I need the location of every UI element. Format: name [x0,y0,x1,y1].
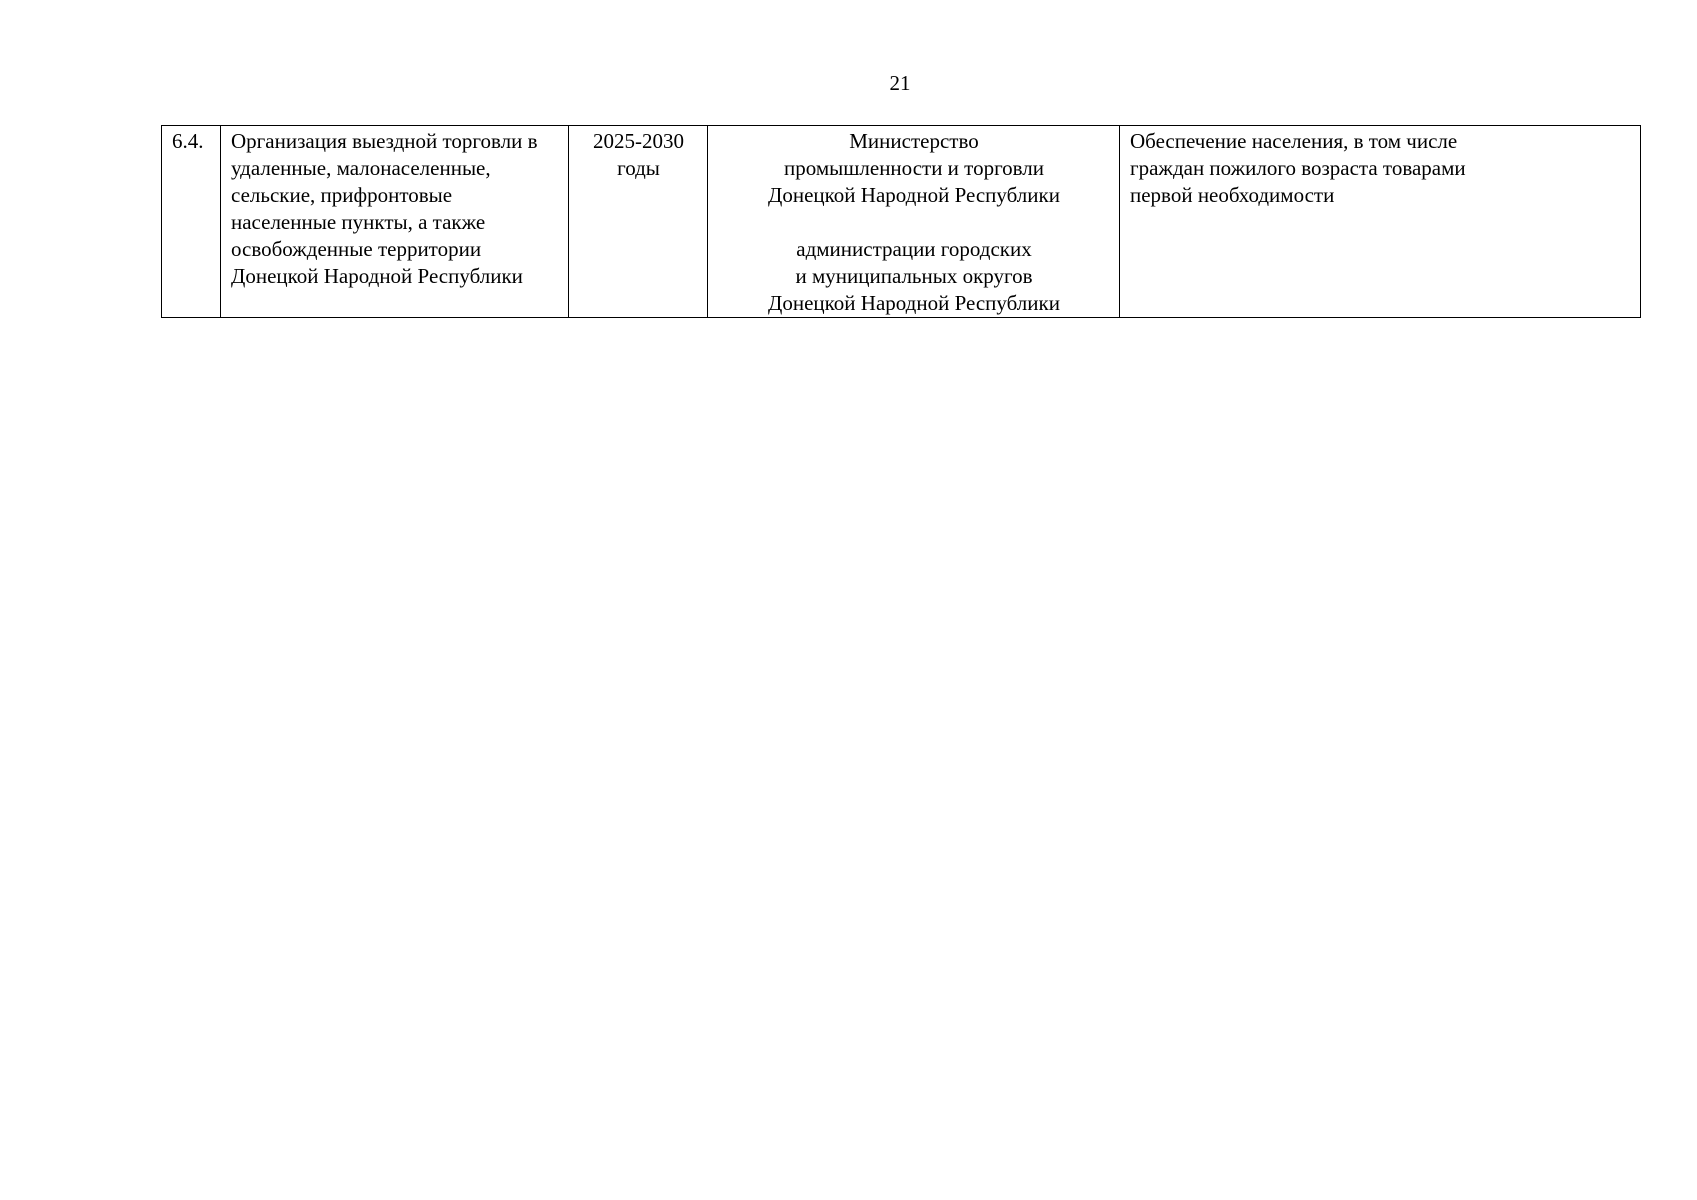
page-number: 21 [889,71,911,95]
result-text-line: граждан пожилого возраста товарами [1130,156,1466,180]
action-text-line: освобожденные территории [231,237,482,261]
executor-primary-line: Донецкой Народной Республики [768,183,1060,207]
action-text-line: сельские, прифронтовые [231,183,453,207]
executor-primary-line: промышленности и торговли [783,156,1045,180]
executor-secondary-line: администрации городских [796,237,1032,261]
measures-table [161,125,1641,318]
executor-spacer [718,209,1110,236]
period-cell [569,126,708,318]
result-text-line: Обеспечение населения, в том числе [1130,129,1458,153]
action-text-line: Организация выездной торговли в [231,129,538,153]
executor-secondary-line: Донецкой Народной Республики [768,291,1060,315]
action-text-line: Донецкой Народной Республики [231,264,523,288]
action-text-line: населенные пункты, а также [231,210,486,234]
table-row [162,126,1641,318]
executor-cell [708,126,1120,318]
result-text-line: первой необходимости [1130,183,1335,207]
row-number: 6.4. [172,129,204,153]
row-number-cell [162,126,221,318]
result-cell [1120,126,1641,318]
action-text-line: удаленные, малонаселенные, [231,156,491,180]
executor-primary-line: Министерство [849,129,979,153]
executor-secondary-line: и муниципальных округов [795,264,1033,288]
period-text-line: 2025-2030 [593,129,684,153]
period-text-line: годы [617,156,660,180]
action-cell [221,126,569,318]
